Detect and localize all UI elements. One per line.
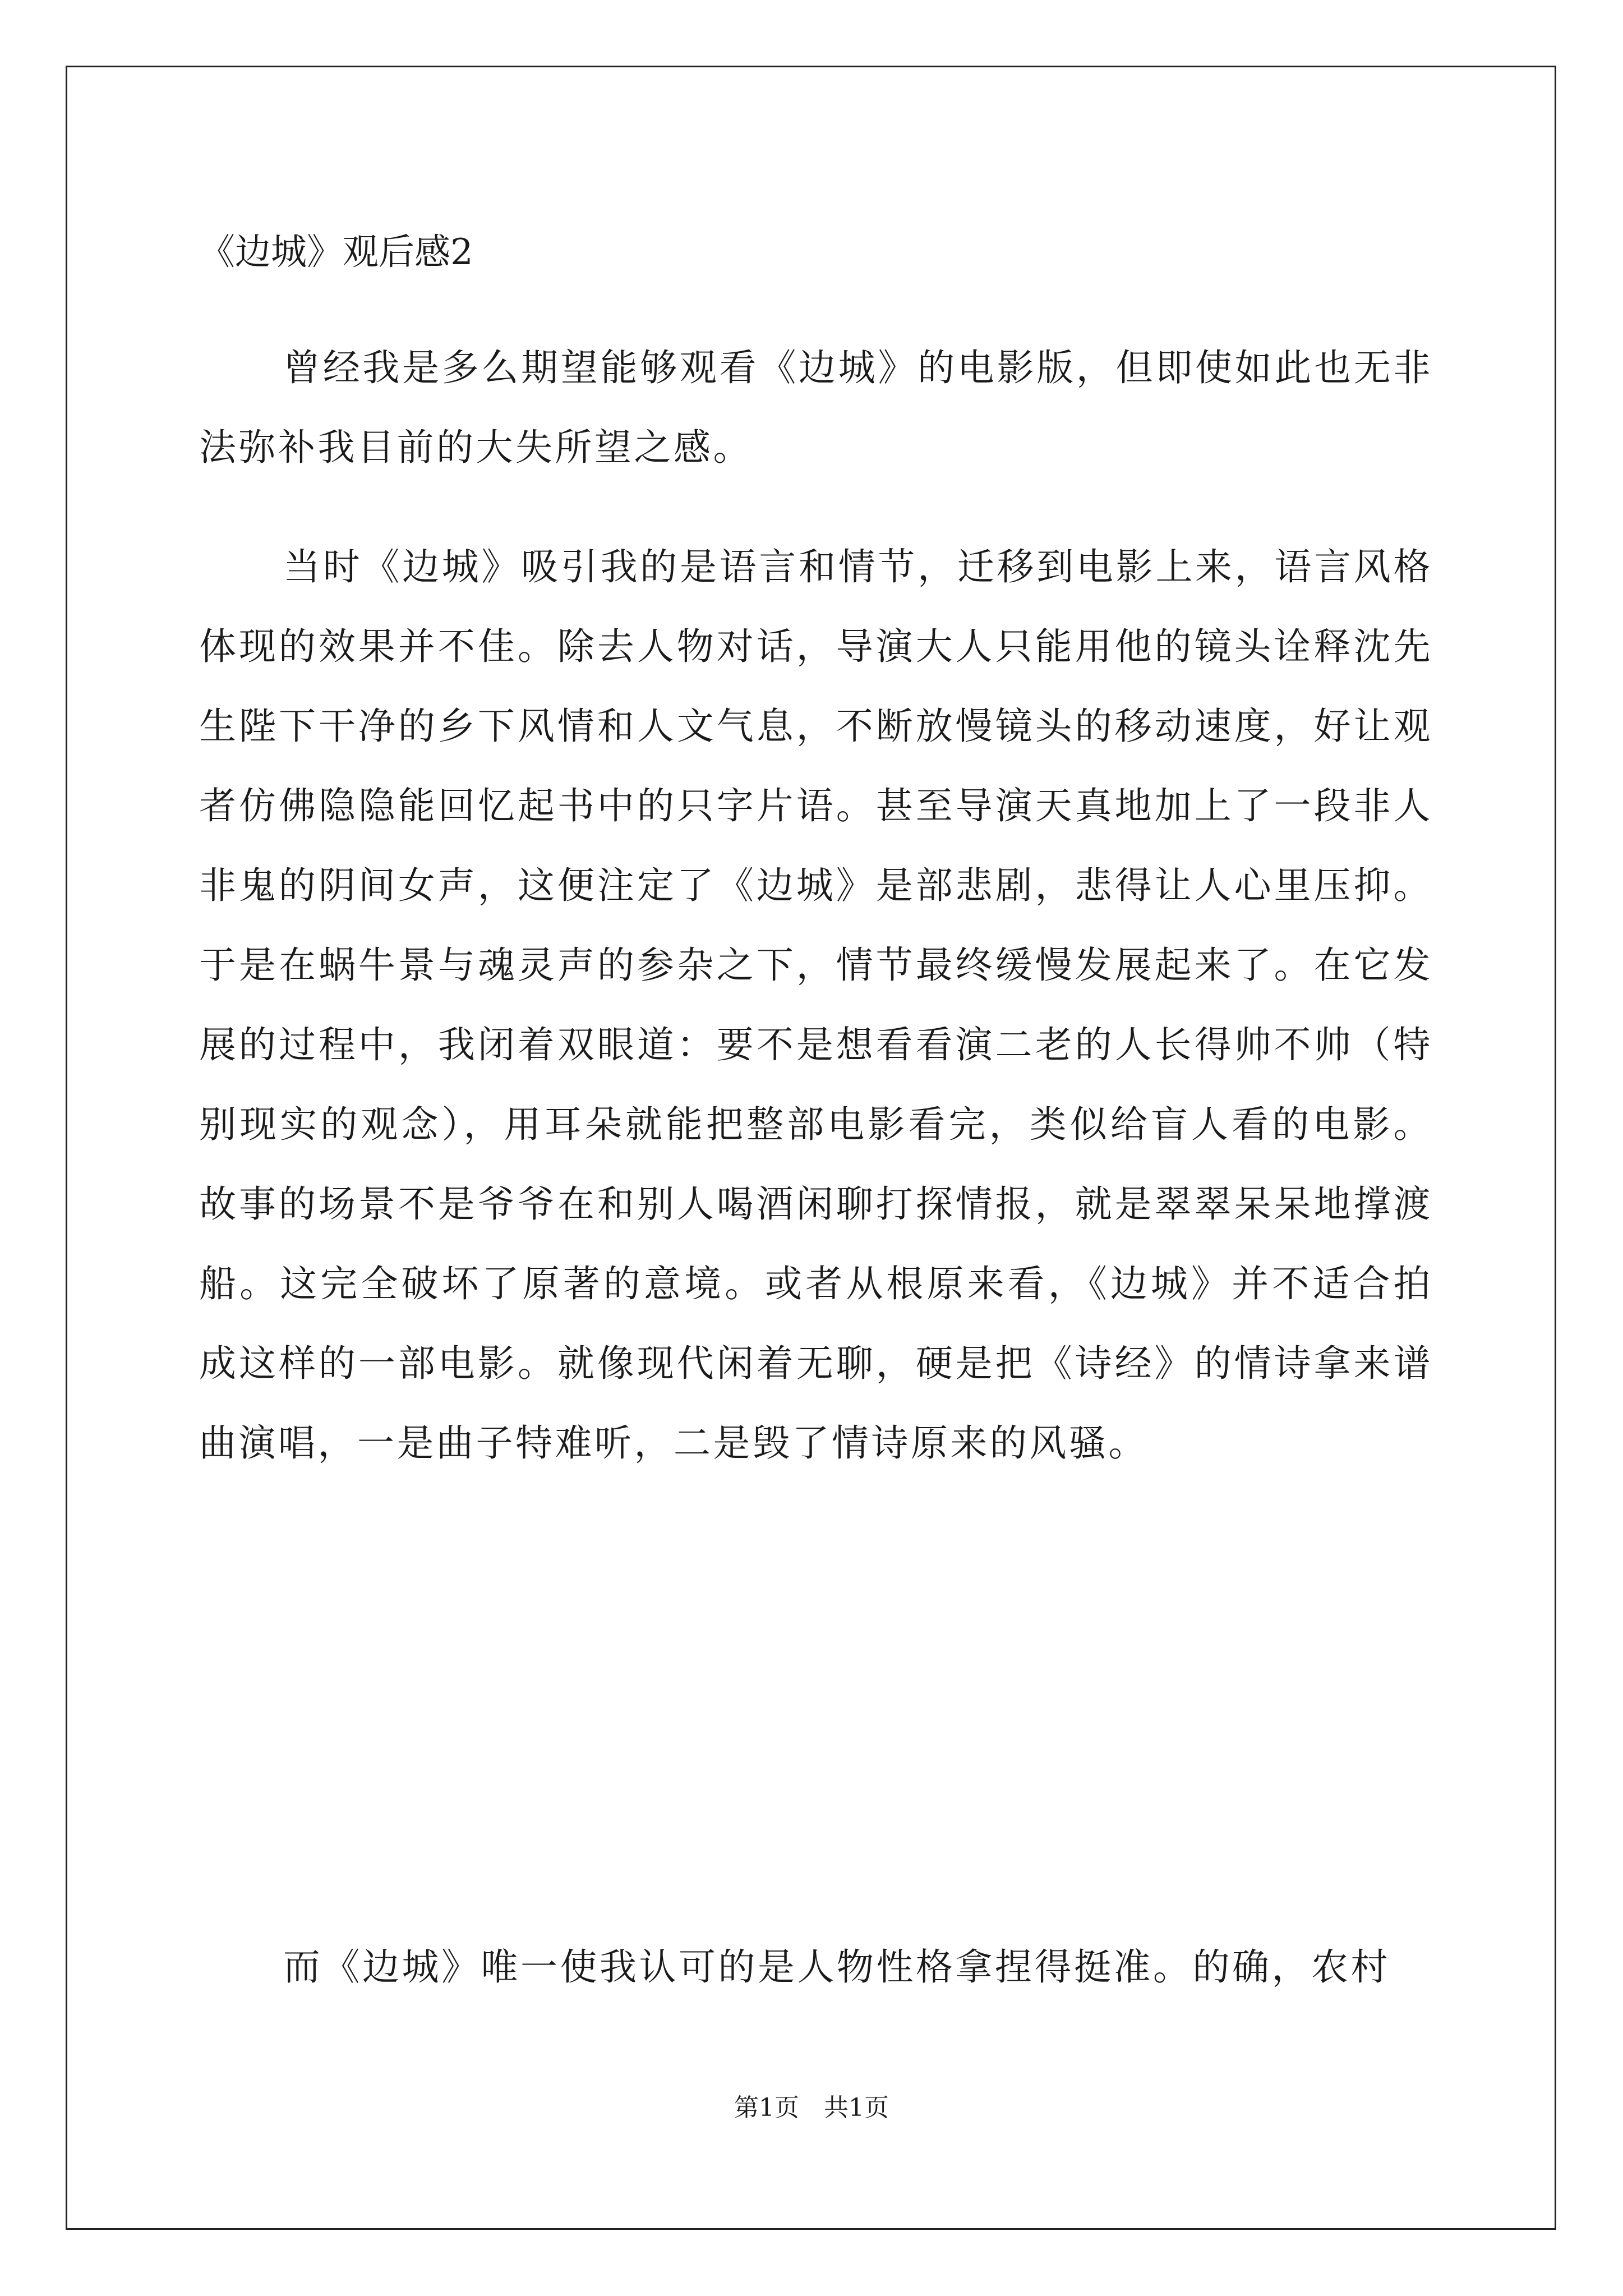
paragraph-2: 当时《边城》吸引我的是语言和情节，迁移到电影上来，语言风格体现的效果并不佳。除去人物对话，导演大人只能用他的镜头诠释沈先生陛下干净的乡下风情和人文气息，不断放慢镜头的移动速度，好让观者仿佛隐隐能回忆起书中的只字片语。甚至导演天真地加上了一段非人非鬼的阴间女声，这便注定了《边城》是部悲剧，悲得让人心里压抑。于是在蜗牛景与魂灵声的参杂之下，情节最终缓慢发展起来了。在它发展的过程中，我闭着双眼道：要不是想看看演二老的人长得帅不帅（特别现实的观念），用耳朵就能把整部电影看完，类似给盲人看的电影。故事的场景不是爷爷在和别人喝酒闲聊打探情报，就是翠翠呆呆地撑渡船。这完全破坏了原著的意境。或者从根原来看，《边城》并不适合拍成这样的一部电影。就像现代闲着无聊，硬是把《诗经》的情诗拿来谱曲演唱，一是曲子特难听，二是毁了情诗原来的风骚。 bbox=[199, 545, 1433, 1465]
paragraph-3: 而《边城》唯一使我认可的是人物性格拿捏得挺准。的确，农村 bbox=[283, 1945, 1390, 1989]
paragraph-1: 曾经我是多么期望能够观看《边城》的电影版，但即使如此也无非法弥补我目前的大失所望之感。 bbox=[199, 346, 1433, 469]
document-title: 《边城》观后感2 bbox=[199, 232, 473, 273]
page-footer: 第1页 共1页 bbox=[734, 2093, 889, 2122]
